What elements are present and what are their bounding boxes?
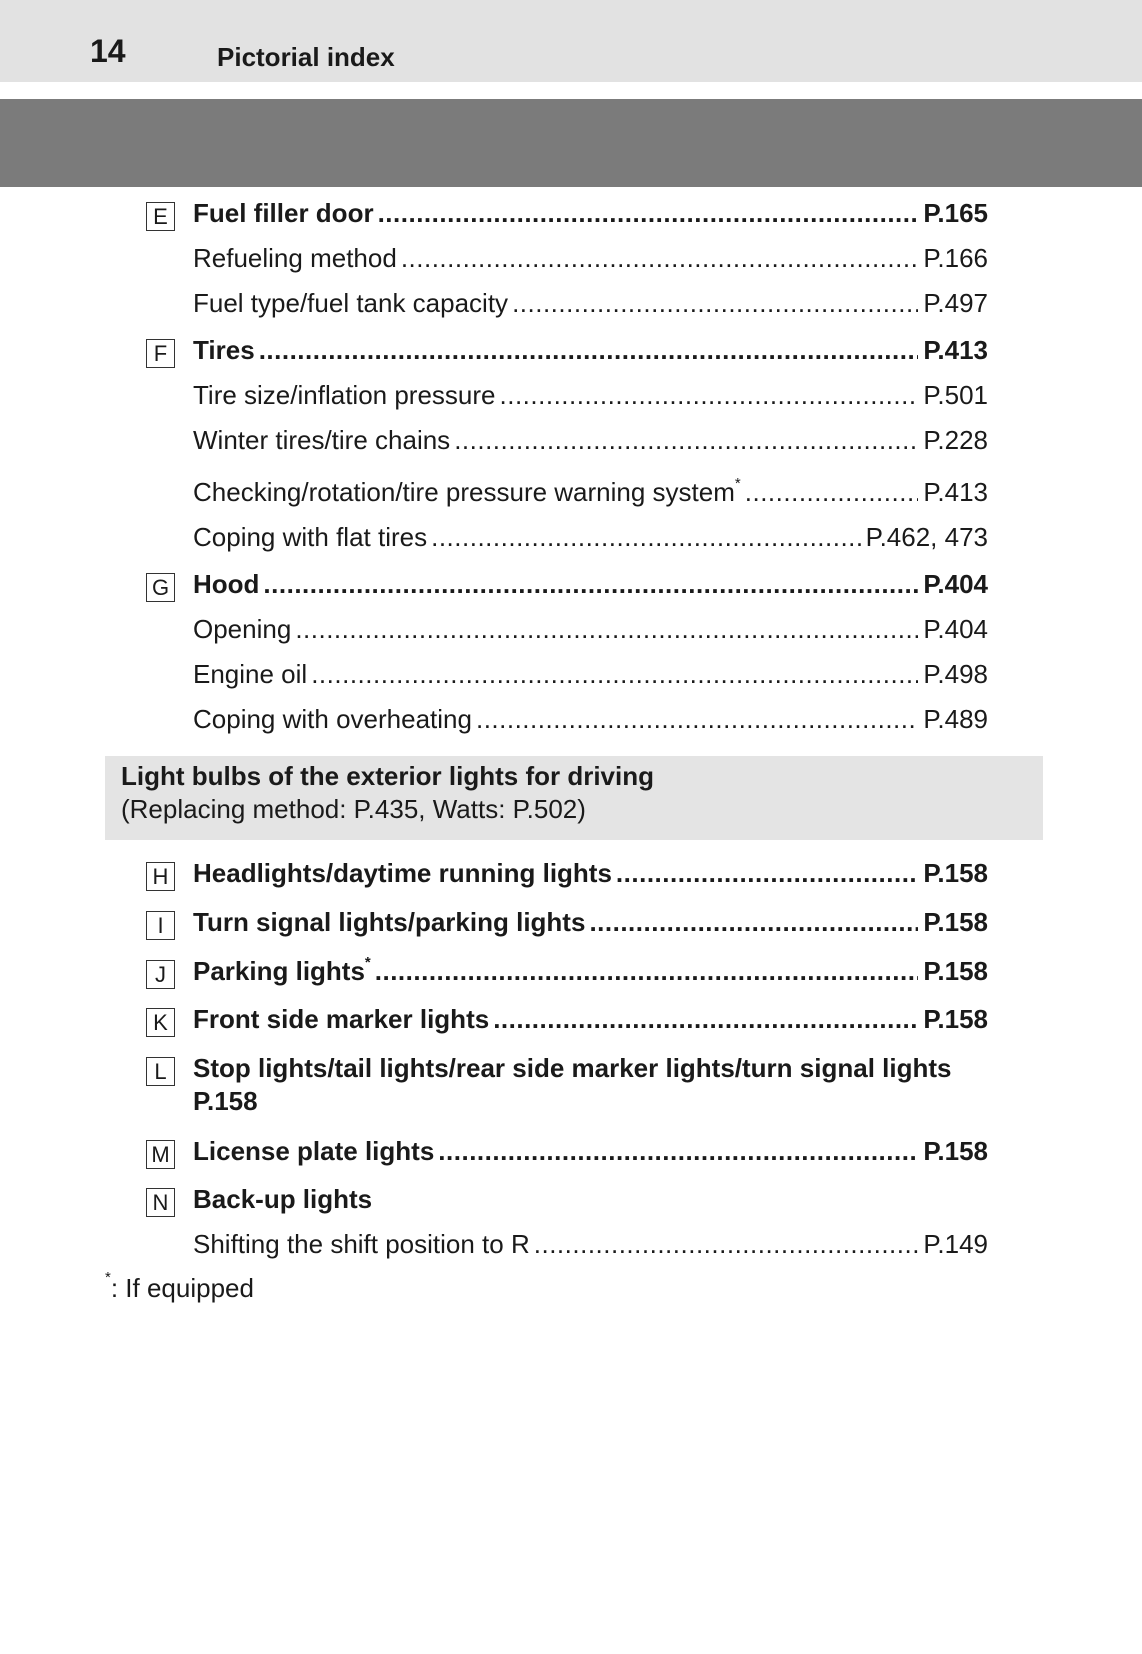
callout-subtitle: (Replacing method: P.435, Watts: P.502) [121,794,586,824]
entry-label: Front side marker lights [193,1004,490,1034]
entry-page-link[interactable]: P.166 [923,243,988,273]
index-entry-fuel-type[interactable] [193,288,988,324]
entry-page-link[interactable]: P.413 [923,335,988,365]
entry-page-link[interactable]: P.462, 473 [865,522,988,552]
entry-page-link[interactable]: P.158 [923,858,988,888]
entry-label: Winter tires/tire chains [193,425,451,455]
index-entry-license-plate[interactable] [193,1136,988,1172]
dot-leader [438,1136,918,1167]
asterisk: * [105,1269,111,1287]
asterisk: * [364,954,371,972]
dot-leader [375,956,919,987]
asterisk: * [734,475,741,493]
dot-leader [493,1004,918,1035]
page-header [0,0,1142,82]
entry-page-link[interactable]: P.149 [923,1229,988,1259]
dot-leader [401,243,919,274]
dot-leader [295,614,918,645]
index-entry-tire-pressure-warning[interactable] [193,477,988,513]
dot-leader [500,380,919,411]
entry-page-link[interactable]: P.404 [923,569,988,599]
index-entry-stop-lights: Stop lights/tail lights/rear side marker lights/turn signal lights [193,1053,952,1083]
dot-leader [589,907,918,938]
dot-leader [378,198,919,229]
entry-label [193,956,371,987]
entry-label: Coping with overheating [193,704,472,734]
dot-leader [534,1229,919,1260]
entry-page-link[interactable]: P.489 [923,704,988,734]
entry-label [193,477,741,508]
index-entry-shift-position[interactable] [193,1229,988,1265]
entry-label: License plate lights [193,1136,435,1166]
marker-j: J [146,960,175,989]
header-band [0,99,1142,187]
dot-leader [431,522,860,553]
entry-page-link[interactable]: P.501 [923,380,988,410]
index-entry-winter-tires[interactable] [193,425,988,461]
entry-page-link[interactable]: P.228 [923,425,988,455]
dot-leader [263,569,918,600]
entry-page-link[interactable]: P.498 [923,659,988,689]
index-entry-opening[interactable] [193,614,988,650]
entry-label: Fuel filler door [193,198,374,228]
marker-e: E [146,202,175,231]
marker-m: M [146,1140,175,1169]
entry-label: Turn signal lights/parking lights [193,907,586,937]
page-number: 14 [90,33,126,69]
entry-page-link[interactable]: P.497 [923,288,988,318]
index-entry-fuel-filler-door[interactable] [193,198,988,234]
marker-l: L [146,1057,175,1086]
index-entry-parking-lights[interactable] [193,956,988,992]
index-entry-turn-signal-lights[interactable] [193,907,988,943]
dot-leader [454,425,918,456]
entry-page-link[interactable]: P.165 [923,198,988,228]
footnote [105,1269,254,1304]
light-bulbs-callout [105,756,1043,840]
marker-i: I [146,911,175,940]
entry-page-link[interactable]: P.413 [923,477,988,507]
index-entry-flat-tires[interactable] [193,522,988,558]
entry-label: Shifting the shift position to R [193,1229,530,1259]
entry-label: Opening [193,614,292,644]
entry-label: Tire size/inflation pressure [193,380,496,410]
entry-label: Fuel type/fuel tank capacity [193,288,509,318]
index-entry-refueling-method[interactable] [193,243,988,279]
entry-page-link[interactable]: P.404 [923,614,988,644]
index-entry-hood[interactable] [193,569,988,605]
entry-page-link[interactable]: P.158 [193,1086,258,1116]
entry-page-link[interactable]: P.158 [923,1004,988,1034]
entry-label: Headlights/daytime running lights [193,858,612,888]
index-entry-tire-size[interactable] [193,380,988,416]
index-entry-tires[interactable] [193,335,988,371]
entry-page-link[interactable]: P.158 [923,907,988,937]
marker-k: K [146,1008,175,1037]
dot-leader [311,659,918,690]
entry-label: Tires [193,335,255,365]
entry-label: Hood [193,569,260,599]
entry-page-link[interactable]: P.158 [923,1136,988,1166]
section-title: Pictorial index [217,42,395,72]
marker-g: G [146,573,175,602]
marker-f: F [146,339,175,368]
index-entry-backup-lights: Back-up lights [193,1184,373,1214]
entry-label: Coping with flat tires [193,522,428,552]
callout-title: Light bulbs of the exterior lights for driving [121,761,654,791]
marker-h: H [146,862,175,891]
dot-leader [476,704,918,735]
index-entry-engine-oil[interactable] [193,659,988,695]
dot-leader [512,288,918,319]
index-entry-headlights[interactable] [193,858,988,894]
marker-n: N [146,1188,175,1217]
entry-label: Engine oil [193,659,308,689]
index-entry-front-side-marker[interactable] [193,1004,988,1040]
dot-leader [259,335,919,366]
dot-leader [616,858,918,889]
entry-label-text: Checking/rotation/tire pressure warning system [193,477,735,507]
dot-leader [745,477,919,508]
entry-page-link[interactable]: P.158 [923,956,988,986]
entry-label-text: Parking lights [193,956,365,986]
index-entry-overheating[interactable] [193,704,988,740]
entry-label: Refueling method [193,243,397,273]
footnote-text: : If equipped [110,1273,254,1303]
